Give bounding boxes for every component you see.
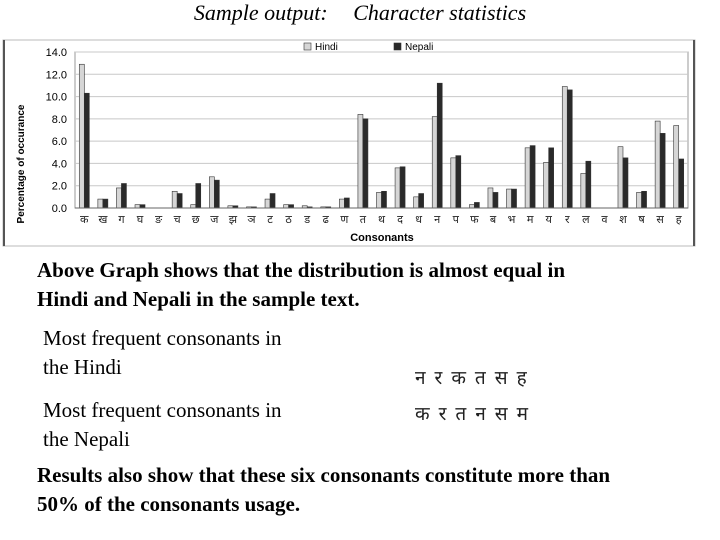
bar-nepali — [512, 189, 517, 208]
x-tick-label: ढ — [322, 213, 329, 226]
y-tick-label: 0.0 — [51, 203, 67, 215]
nepali-top-consonant: स — [494, 403, 511, 425]
bar-nepali — [437, 83, 442, 208]
x-tick-label: व — [601, 213, 608, 226]
bar-hindi — [265, 199, 270, 208]
legend-swatch-nepali — [394, 43, 401, 50]
bar-hindi — [358, 114, 363, 208]
bar-nepali — [549, 148, 554, 208]
y-tick-label: 12.0 — [45, 69, 67, 82]
x-tick-label: ट — [267, 213, 273, 226]
x-tick-label: च — [173, 213, 181, 226]
bar-nepali — [456, 156, 461, 208]
x-tick-label: ड — [304, 213, 311, 226]
x-tick-label: ल — [582, 213, 590, 226]
x-tick-label: झ — [228, 213, 238, 226]
legend-label-hindi: Hindi — [315, 42, 338, 53]
results-line-2: 50% of the consonants usage. — [37, 492, 301, 516]
x-tick-label: ठ — [285, 213, 292, 226]
summary-line-2: Hindi and Nepali in the sample text. — [37, 287, 360, 311]
bar-hindi — [581, 173, 586, 208]
bar-nepali — [363, 119, 368, 208]
bar-hindi — [395, 168, 400, 208]
x-tick-label: न — [434, 213, 441, 226]
hindi-label-line-2: the Hindi — [43, 355, 122, 379]
nepali-top-consonant: म — [516, 403, 531, 425]
bar-nepali — [586, 161, 591, 208]
bar-chart — [0, 36, 720, 248]
bar-nepali — [214, 180, 219, 208]
bar-nepali — [270, 194, 275, 208]
nepali-top-consonant: त — [455, 403, 470, 425]
bar-nepali — [419, 194, 424, 208]
y-tick-label: 10.0 — [45, 91, 67, 104]
y-tick-label: 14.0 — [45, 47, 67, 59]
hindi-top-consonant: त — [474, 367, 489, 389]
bar-nepali — [121, 183, 126, 208]
x-tick-label: म — [526, 213, 534, 226]
y-tick-label: 4.0 — [51, 158, 67, 171]
nepali-top-consonant: क — [415, 403, 433, 425]
x-tick-label: प — [452, 213, 459, 226]
bar-nepali — [493, 192, 498, 208]
nepali-label — [43, 396, 282, 454]
bar-hindi — [432, 117, 437, 208]
bar-hindi — [172, 191, 177, 208]
bar-nepali — [567, 90, 572, 208]
bar-hindi — [116, 188, 121, 208]
bar-hindi — [488, 188, 493, 208]
bar-nepali — [400, 167, 405, 208]
bar-hindi — [469, 205, 474, 208]
bar-nepali — [679, 159, 684, 208]
y-tick-label: 2.0 — [51, 180, 67, 193]
x-tick-label: घ — [136, 213, 144, 226]
x-tick-label: ध — [415, 213, 423, 226]
bar-nepali — [177, 194, 182, 208]
x-tick-label: छ — [191, 213, 200, 226]
bar-hindi — [674, 126, 679, 208]
bar-nepali — [103, 199, 108, 208]
y-tick-label: 6.0 — [51, 136, 67, 149]
bar-hindi — [191, 205, 196, 208]
results-paragraph — [37, 461, 610, 519]
bar-nepali — [530, 146, 535, 208]
hindi-label — [43, 324, 282, 382]
hindi-top-consonants — [415, 364, 536, 390]
bar-nepali — [474, 202, 479, 208]
nepali-top-consonant: न — [475, 403, 489, 425]
nepali-top-consonant: र — [438, 403, 450, 425]
bar-hindi — [209, 177, 214, 208]
x-tick-label: त — [359, 213, 367, 226]
results-line-1: Results also show that these six consonants constitute more than — [37, 463, 611, 487]
bar-hindi — [339, 199, 344, 208]
nepali-label-line-2: the Nepali — [43, 427, 130, 451]
bar-nepali — [140, 205, 145, 208]
x-tick-label: ण — [340, 213, 349, 226]
nepali-top-consonants — [415, 400, 537, 426]
x-tick-label: य — [545, 213, 552, 226]
x-tick-label: क — [80, 213, 89, 226]
hindi-label-line-1: Most frequent consonants in — [43, 326, 282, 350]
bar-hindi — [135, 205, 140, 208]
bar-hindi — [544, 162, 549, 208]
x-tick-label: र — [565, 213, 570, 226]
bar-hindi — [377, 192, 382, 208]
hindi-top-consonant: ह — [516, 367, 530, 389]
bar-hindi — [562, 87, 567, 208]
x-axis-label: Consonants — [350, 232, 414, 244]
bar-hindi — [507, 189, 512, 208]
bar-hindi — [414, 197, 419, 208]
x-tick-label: ग — [118, 213, 125, 226]
x-tick-label: ब — [489, 213, 497, 226]
hindi-top-consonant: स — [494, 367, 511, 389]
legend-swatch-hindi — [304, 43, 311, 50]
slide-title — [0, 0, 720, 26]
legend-label-nepali: Nepali — [405, 42, 434, 53]
x-tick-label: ञ — [247, 213, 256, 226]
bar-nepali — [382, 191, 387, 208]
x-tick-label: फ — [470, 213, 479, 226]
title-right: Character statistics — [353, 0, 527, 25]
bar-nepali — [660, 133, 665, 208]
x-tick-label: स — [656, 213, 664, 226]
bar-hindi — [451, 158, 456, 208]
hindi-top-consonant: क — [451, 367, 469, 389]
bar-nepali — [344, 198, 349, 208]
bar-hindi — [655, 121, 660, 208]
x-tick-label: ङ — [155, 213, 163, 226]
bar-hindi — [284, 205, 289, 208]
title-left: Sample output: — [193, 0, 328, 25]
x-tick-label: ज — [210, 213, 219, 226]
bar-hindi — [98, 199, 103, 208]
x-tick-label: ह — [675, 213, 682, 226]
bar-hindi — [618, 147, 623, 208]
bar-hindi — [79, 64, 84, 208]
x-tick-label: ष — [638, 213, 645, 226]
bar-nepali — [289, 205, 294, 208]
x-tick-label: द — [397, 213, 403, 226]
y-tick-label: 8.0 — [51, 113, 67, 126]
y-axis-label: Percentage of occurance — [16, 104, 27, 224]
x-tick-label: भ — [507, 213, 516, 226]
nepali-label-line-1: Most frequent consonants in — [43, 398, 282, 422]
bar-nepali — [84, 93, 89, 208]
bar-nepali — [623, 158, 628, 208]
bar-hindi — [637, 192, 642, 208]
summary-paragraph — [37, 256, 565, 314]
bar-nepali — [642, 191, 647, 208]
x-tick-label: थ — [377, 213, 386, 226]
bar-nepali — [196, 183, 201, 208]
hindi-top-consonant: र — [434, 367, 446, 389]
hindi-top-consonant: न — [415, 367, 429, 389]
bar-hindi — [525, 148, 530, 208]
x-tick-label: श — [619, 213, 627, 226]
x-tick-label: ख — [98, 213, 108, 226]
summary-line-1: Above Graph shows that the distribution is almost equal in — [37, 258, 566, 282]
